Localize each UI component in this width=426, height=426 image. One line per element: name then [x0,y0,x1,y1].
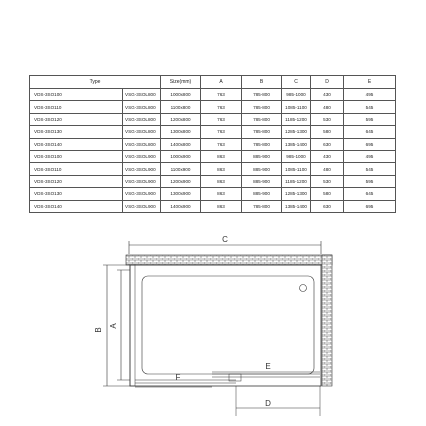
dim-label-e: E [265,362,271,371]
dimension-e [212,362,320,372]
table-row [30,126,396,138]
table-cell: 763 [201,89,242,101]
table-cell: 785-800 [242,113,282,125]
table-cell: 580 [311,126,344,138]
table-cell: 1000x800 [161,89,201,101]
table-cell: 1385-1400 [282,138,311,150]
table-cell: 545 [344,163,396,175]
table-cell: 430 [311,150,344,162]
table-cell: VSG-3SOL900 [123,150,161,162]
table-cell: 985-1000 [282,150,311,162]
table-cell: VSG-3SOL800 [123,101,161,113]
table-cell: 863 [201,163,242,175]
dim-label-f: F [175,373,181,382]
table-cell: VDS-3SO100 [30,89,123,101]
table-cell: 1285-1300 [282,188,311,200]
dimension-a [109,270,130,380]
table-cell: 885-900 [242,150,282,162]
table-cell: VSG-3SOL800 [123,89,161,101]
table-cell: 1100x900 [161,163,201,175]
table-cell: 530 [311,113,344,125]
table-cell: 863 [201,200,242,212]
back-wall [126,255,332,265]
table-cell: VDS-3SO110 [30,101,123,113]
table-cell: 1185-1200 [282,175,311,187]
table-cell: 863 [201,175,242,187]
dim-label-b: B [94,327,103,333]
table-cell: 885-900 [242,175,282,187]
dimension-table [29,75,396,213]
table-row [30,200,396,212]
table-cell: VSG-3SOL900 [123,188,161,200]
table-cell: 763 [201,113,242,125]
table-cell: 885-900 [242,163,282,175]
table-header-row [30,76,396,89]
table-cell: 1300x900 [161,188,201,200]
table-row [30,113,396,125]
table-cell: 985-1000 [282,89,311,101]
table-cell: 1100x800 [161,101,201,113]
column-header-size-mm: Size(mm) [161,76,201,89]
table-cell: 1085-1100 [282,163,311,175]
table-cell: 430 [311,89,344,101]
table-cell: VDS-3SO120 [30,113,123,125]
table-cell: VSG-3SOL900 [123,200,161,212]
table-cell: 785-800 [242,200,282,212]
table-cell: 1000x900 [161,150,201,162]
table-cell: 630 [311,200,344,212]
table-cell: 1400x800 [161,138,201,150]
table-cell: 595 [344,113,396,125]
table-row [30,150,396,162]
table-cell: VDS-3SO130 [30,126,123,138]
column-header-d: D [311,76,344,89]
drain-icon [300,285,307,292]
shower-tray [130,265,321,386]
table-cell: VSG-3SOL800 [123,138,161,150]
table-cell: 695 [344,138,396,150]
column-header-a: A [201,76,242,89]
table-cell: 1300x800 [161,126,201,138]
table-cell: 1085-1100 [282,101,311,113]
dimension-d [236,386,320,416]
table-cell: 580 [311,188,344,200]
dim-label-d: D [265,399,271,408]
left-wall-profile [130,265,135,386]
table-cell: VDS-3SO110 [30,163,123,175]
table-row [30,188,396,200]
table-cell: 480 [311,101,344,113]
column-header-type: Type [30,76,161,89]
table-cell: 885-900 [242,188,282,200]
table-cell: VSG-3SOL800 [123,126,161,138]
right-wall [322,255,332,386]
table-cell: 480 [311,163,344,175]
table-cell: VDS-3SO100 [30,150,123,162]
table-row [30,89,396,101]
table-cell: 495 [344,89,396,101]
table-cell: 645 [344,188,396,200]
table-cell: VSG-3SOL800 [123,113,161,125]
table-cell: 645 [344,126,396,138]
column-header-e: E [344,76,396,89]
table-cell: 1185-1200 [282,113,311,125]
table-cell: VSG-3SOL900 [123,163,161,175]
table-cell: 785-800 [242,126,282,138]
table-cell: 763 [201,101,242,113]
table-cell: 630 [311,138,344,150]
table-cell: 763 [201,126,242,138]
table-row [30,175,396,187]
table-cell: 763 [201,138,242,150]
table-cell: 863 [201,150,242,162]
column-header-c: C [282,76,311,89]
table-cell: 495 [344,150,396,162]
table-cell: VDS-3SO140 [30,200,123,212]
table-cell: 785-800 [242,138,282,150]
table-cell: 785-800 [242,89,282,101]
table-cell: VDS-3SO130 [30,188,123,200]
dim-label-a: A [109,323,118,329]
table-cell: 785-800 [242,101,282,113]
table-cell: 1200x900 [161,175,201,187]
table-row [30,163,396,175]
column-header-b: B [242,76,282,89]
table-row [30,138,396,150]
table-cell: 530 [311,175,344,187]
table-cell: 863 [201,188,242,200]
table-cell: 1400x900 [161,200,201,212]
table-cell: 545 [344,101,396,113]
table-cell: VSG-3SOL900 [123,175,161,187]
shower-enclosure-plan-drawing [0,230,426,426]
table-cell: VDS-3SO120 [30,175,123,187]
table-cell: 1200x800 [161,113,201,125]
table-cell: VDS-3SO140 [30,138,123,150]
table-cell: 595 [344,175,396,187]
table-cell: 1385-1400 [282,200,311,212]
front-glass-panels [135,374,320,383]
table-cell: 695 [344,200,396,212]
table-cell: 1285-1300 [282,126,311,138]
dim-label-c: C [222,235,228,244]
table-row [30,101,396,113]
dimension-c [129,235,321,254]
